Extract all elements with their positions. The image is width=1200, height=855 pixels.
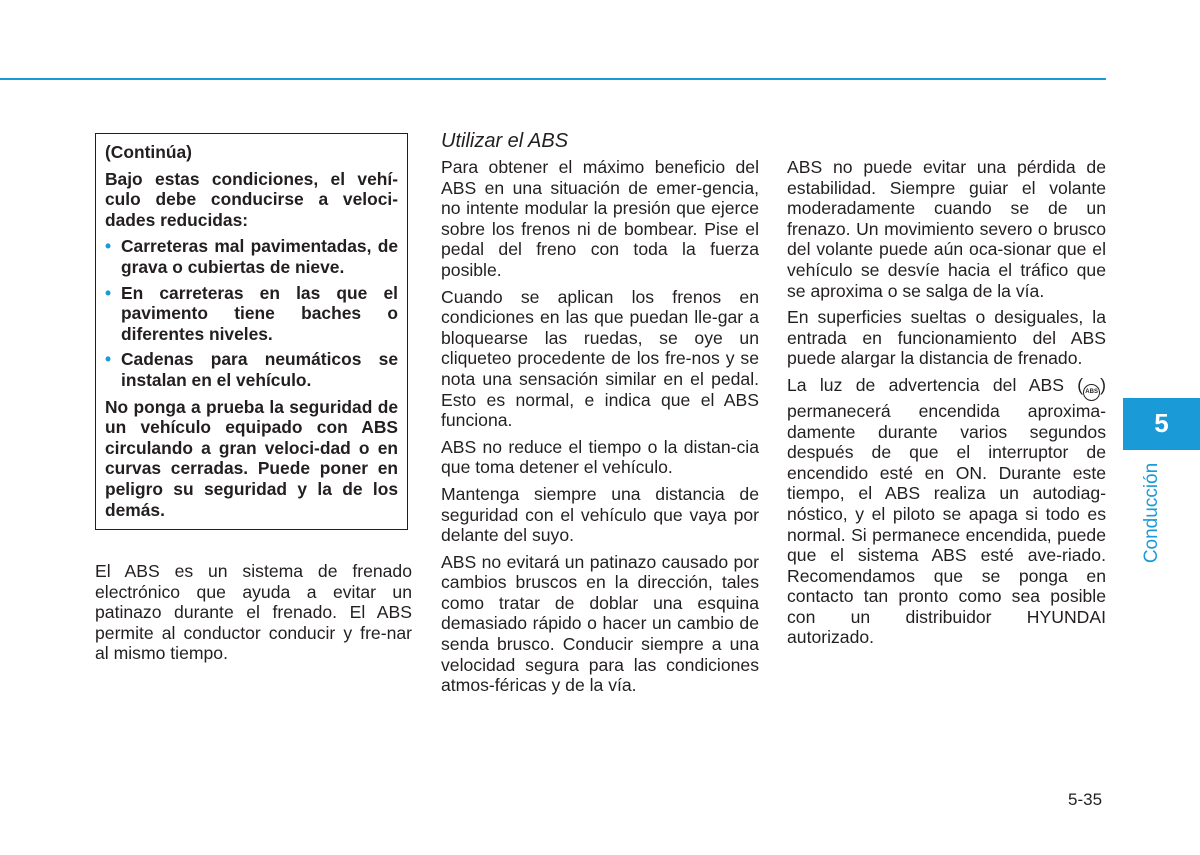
warning-intro: Bajo estas condiciones, el vehí-culo debe conducirse a veloci-dades reducidas:: [105, 168, 398, 230]
warning-bullet-text: Carreteras mal pavimentadas, de grava o cubiertas de nieve.: [121, 236, 398, 277]
body-paragraph: ABS no puede evitar una pérdida de estabilidad. Siempre guiar el volante moderadamente cuando se de un frenazo. Un movimiento severo o brusco del volante puede aún oca-sionar que el vehículo se desvíe hacia el tráfico que se aproxima o se salga de la vía.: [787, 157, 1106, 301]
abs-description: El ABS es un sistema de frenado electrónico que ayuda a evitar un patinazo durante el frenado. El ABS permite al conductor conducir y fre-nar al mismo tiempo.: [95, 561, 412, 664]
warning-bullet-text: En carreteras en las que el pavimento tiene baches o diferentes niveles.: [121, 282, 398, 344]
warning-light-text-before: La luz de advertencia del ABS (: [787, 374, 1084, 395]
warning-bullet-item: [105, 349, 398, 390]
warning-title: (Continúa): [105, 142, 192, 162]
warning-closing: No ponga a prueba la seguridad de un vehículo equipado con ABS circulando a gran veloci-dad o en curvas cerradas. Puede poner en peligro su seguridad y la de los demás.: [105, 396, 398, 520]
warning-box: [95, 133, 408, 530]
chapter-label: Conducción: [1141, 462, 1162, 564]
left-column: [95, 561, 412, 670]
middle-column: [441, 129, 759, 702]
body-paragraph: Mantenga siempre una distancia de seguridad con el vehículo que vaya por delante del suyo.: [441, 483, 759, 546]
abs-warning-light-icon: ABS: [1083, 384, 1100, 401]
body-paragraph: Para obtener el máximo beneficio del ABS en una situación de emer-gencia, no intente modular la presión que ejerce sobre los frenos ni de bombear. Pise el pedal del freno con toda la fuerza posible.: [441, 157, 759, 280]
warning-bullet-item: [105, 283, 398, 345]
warning-light-paragraph: [787, 375, 1106, 648]
right-column: [787, 157, 1106, 654]
bullet-icon: •: [105, 282, 112, 303]
warning-bullet-text: Cadenas para neumáticos se instalan en el vehículo.: [121, 349, 398, 390]
body-paragraph: ABS no evitará un patinazo causado por cambios bruscos en la dirección, tales como tratar de doblar una esquina demasiado rápido o hacer un cambio de senda brusco. Conducir siempre a una velocidad segura para las condiciones atmos-féricas y de la vía.: [441, 551, 759, 696]
warning-bullet-item: [105, 236, 398, 277]
body-paragraph: Cuando se aplican los frenos en condiciones en las que puedan lle-gar a bloquearse las ruedas, se oye un cliqueteo procedente de los fre-nos y se nota una sensación similar en el pedal. Esto es normal, e indica que el ABS funciona.: [441, 286, 759, 431]
chapter-tab: [1123, 398, 1200, 450]
section-heading: Utilizar el ABS: [441, 130, 569, 152]
body-paragraph: En superficies sueltas o desiguales, la entrada en funcionamiento del ABS puede alargar la distancia de frenado.: [787, 307, 1106, 369]
header-rule: [0, 78, 1106, 80]
warning-light-text-after: ) permanecerá encendida aproxima-damente durante varios segundos después de que el interruptor de encendido esté en ON. Durante este tiempo, el ABS realiza un autodiag-nóstico, y el piloto se apaga si todo es normal. Si permanece encendida, puede que el sistema ABS esté ave-riado. Recomendamos que se ponga en contacto tan pronto como sea posible con un distribuidor HYUNDAI autorizado.: [787, 374, 1106, 648]
body-paragraph: ABS no reduce el tiempo o la distan-cia que toma detener el vehículo.: [441, 436, 759, 478]
bullet-icon: •: [105, 349, 112, 370]
bullet-icon: •: [105, 236, 112, 257]
chapter-number: 5: [1154, 408, 1169, 438]
page-number: 5-35: [1068, 790, 1103, 809]
warning-bullet-list: [105, 236, 398, 390]
